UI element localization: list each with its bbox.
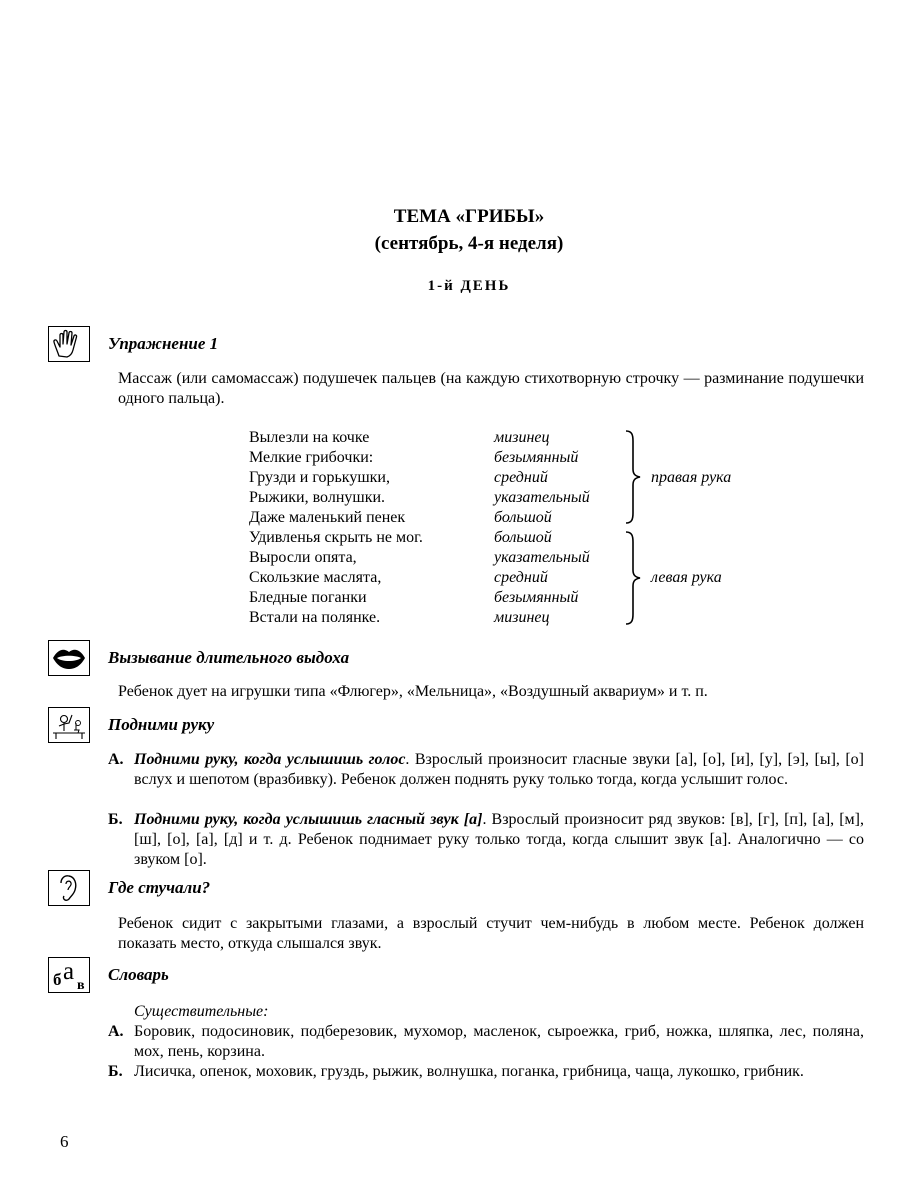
dictionary-item-b [108,1062,864,1082]
item-label: А. [108,751,124,768]
item-text: Лисичка, опенок, моховик, груздь, рыжик, волнушка, поганка, грибница, чаща, лукошко, грибник. [134,1063,804,1080]
finger-name: безымянный [494,589,579,606]
poem-line: Скользкие маслята, [249,569,382,586]
knock-heading: Где стучали? [108,878,211,897]
title-line-1: ТЕМА «ГРИБЫ» [393,206,545,227]
letters-icon [48,957,90,993]
raise-hand-item-b [108,810,864,870]
letter-a: а [63,959,75,985]
poem-lines [249,428,489,628]
item-body [134,750,864,790]
breath-heading: Вызывание длительного выдоха [108,648,350,667]
finger-name: большой [494,509,552,526]
poem-line: Выросли опята, [249,549,357,566]
left-hand-label: левая рука [651,569,722,586]
exercise-1-heading: Упражнение 1 [108,334,219,353]
breath-text: Ребенок дует на игрушки типа «Флюгер», «Мельница», «Воздушный аквариум» и т. п. [118,683,708,700]
finger-names [494,428,590,628]
poem-line: Мелкие грибочки: [249,449,374,466]
hand-icon [48,326,90,362]
raise-hand-item-a [108,750,864,790]
title-line-2: (сентябрь, 4-я неделя) [374,233,564,254]
finger-name: большой [494,529,552,546]
right-hand-label: правая рука [651,469,732,486]
lips-icon [48,640,90,676]
ear-icon [48,870,90,906]
page-title [0,203,900,257]
page-number: 6 [60,1132,69,1151]
item-text: Боровик, подосиновик, подберезовик, мухомор, масленок, сыроежка, гриб, ножка, шляпка, лес, поляна, мох, пень, корзина. [134,1023,864,1060]
raise-hand-heading: Подними руку [108,715,215,734]
dictionary-item-a [108,1022,864,1062]
dictionary-subheading: Существительные: [134,1003,269,1020]
exercise-1-text: Массаж (или самомассаж) подушечек пальцев (на каждую стихотворную строчку — разминание подушечки одного пальца). [118,370,864,407]
knock-text: Ребенок сидит с закрытыми глазами, а взрослый стучит чем-нибудь в любом месте. Ребенок должен показать место, откуда слышался звук. [118,915,864,952]
letter-b: б [53,970,62,989]
day-heading: 1-й ДЕНЬ [427,278,511,294]
right-hand-brace [622,429,644,525]
finger-name: безымянный [494,449,579,466]
child-raising-hand-icon [48,707,90,743]
poem-line: Рыжики, волнушки. [249,489,386,506]
finger-name: средний [494,469,548,486]
item-lead: Подними руку, когда услышишь голос [134,751,406,768]
poem-line: Бледные поганки [249,589,367,606]
item-label: А. [108,1023,124,1040]
poem-line: Даже маленький пенек [249,509,406,526]
letter-v: в [77,978,85,991]
poem-line: Грузди и горькушки, [249,469,390,486]
poem-line: Встали на полянке. [249,609,381,626]
finger-name: мизинец [494,609,550,626]
finger-name: указательный [494,489,590,506]
finger-name: указательный [494,549,590,566]
item-text: . Взрослый произносит гласные звуки [а], [о], [и], [у], [э], [ы], [о] вслух и шепотом (вразбивку). Ребенок должен поднять руку только тогда, когда услышит голос. [134,751,864,788]
item-text: . Взрослый произносит ряд звуков: [в], [г], [п], [а], [м], [ш], [о], [а], [д] и т. д. Ребенок поднимает руку только тогда, когда слышит звук [а]. Аналогично — со звуком [о]. [134,811,864,868]
item-label: Б. [108,1063,123,1080]
item-body [134,810,864,870]
poem-line: Вылезли на кочке [249,429,370,446]
finger-name: средний [494,569,548,586]
item-label: Б. [108,811,123,828]
left-hand-brace [622,530,644,626]
poem-line: Удивленья скрыть не мог. [249,529,423,546]
item-lead: Подними руку, когда услышишь гласный звук [а] [134,811,483,828]
dictionary-heading: Словарь [108,965,169,984]
finger-name: мизинец [494,429,550,446]
